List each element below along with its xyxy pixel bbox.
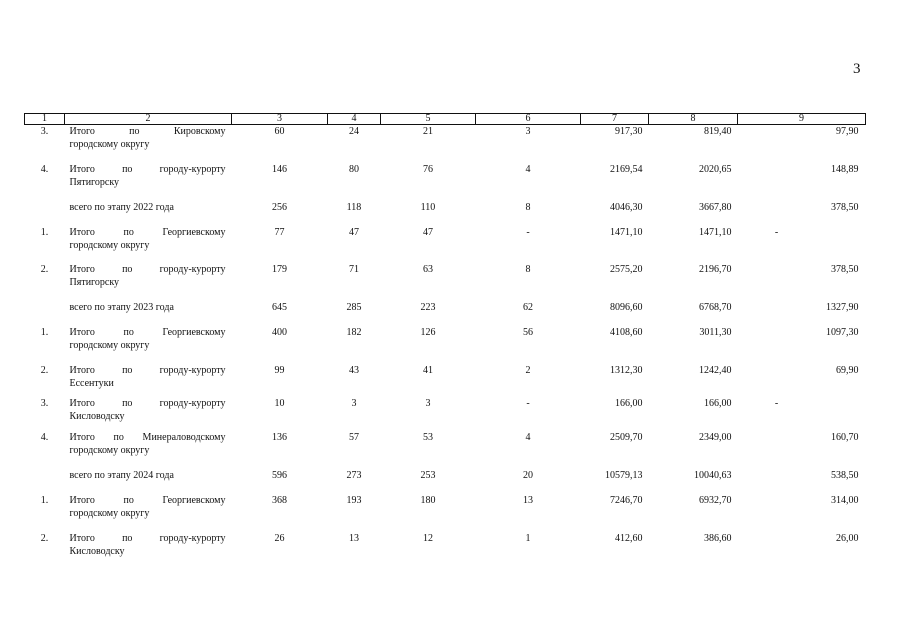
row-name <box>65 326 232 364</box>
row-name-word: по <box>129 126 140 137</box>
cell-col3: 10 <box>274 397 285 409</box>
column-header: 3 <box>232 114 328 125</box>
cell-col6: 56 <box>523 326 533 338</box>
table-row <box>25 263 866 301</box>
cell-col3: 60 <box>274 126 285 137</box>
cell-col8: 3011,30 <box>699 326 732 338</box>
cell-col4: 71 <box>349 263 359 275</box>
row-name-line1 <box>70 431 226 444</box>
row-name-line1 <box>70 364 226 377</box>
row-name-line2: городскому округу <box>69 444 150 456</box>
table-row <box>25 226 866 263</box>
row-name-word: городу-курорту <box>159 163 226 175</box>
column-header: 1 <box>25 114 65 125</box>
column-header: 9 <box>738 114 866 125</box>
row-name-word: по <box>123 494 134 506</box>
cell-col5: 53 <box>423 431 433 443</box>
cell-col8: 3667,80 <box>699 201 732 213</box>
stage-total-row <box>25 201 866 226</box>
cell-col7: 4046,30 <box>610 201 643 213</box>
column-header: 7 <box>581 114 649 125</box>
row-name-line2: городскому округу <box>69 507 150 519</box>
cell-col6: 4 <box>525 163 531 175</box>
cell-col4: 24 <box>349 126 359 137</box>
cell-col9: 69,90 <box>836 364 859 376</box>
cell-col8: 2196,70 <box>699 263 732 275</box>
row-name-line1 <box>70 326 226 339</box>
cell-col3: 146 <box>272 163 287 175</box>
cell-col8: 166,00 <box>704 397 732 409</box>
cell-col4: 193 <box>346 494 362 506</box>
row-index: 1. <box>40 494 49 506</box>
cell-col8: 1471,10 <box>699 226 732 238</box>
row-name <box>65 163 232 201</box>
cell-col6: 20 <box>523 469 533 481</box>
cell-col4: 57 <box>349 431 359 443</box>
cell-col5: 110 <box>420 201 436 213</box>
cell-col6: 13 <box>523 494 533 506</box>
row-name-line2: городскому округу <box>69 139 150 150</box>
row-name: всего по этапу 2023 года <box>69 301 174 313</box>
row-name: всего по этапу 2024 года <box>69 469 174 481</box>
table-row <box>25 397 866 431</box>
cell-col6: 8 <box>525 263 531 275</box>
cell-col7: 166,00 <box>615 397 643 409</box>
row-name <box>65 494 232 532</box>
row-name <box>65 364 232 397</box>
cell-col6: 3 <box>525 126 531 137</box>
cell-col8: 386,60 <box>704 532 732 544</box>
cell-col7: 2509,70 <box>610 431 643 443</box>
cell-col4: 273 <box>346 469 362 481</box>
row-name-word: городу-курорту <box>159 397 226 409</box>
row-name-word: по <box>123 226 134 238</box>
row-name-word: Итого <box>69 397 95 409</box>
row-name <box>65 431 232 469</box>
page-number: 3 <box>853 61 861 77</box>
row-name-word: городу-курорту <box>159 364 226 376</box>
cell-col7: 1312,30 <box>610 364 643 376</box>
row-name <box>65 263 232 301</box>
column-header: 6 <box>476 114 581 125</box>
row-name-word: Итого <box>69 364 95 376</box>
cell-col5: 41 <box>423 364 433 376</box>
cell-col6: 8 <box>525 201 531 213</box>
data-table <box>24 113 866 568</box>
row-index <box>25 469 65 494</box>
row-name-word: по <box>113 431 124 443</box>
cell-col6: 62 <box>523 301 533 313</box>
cell-col4: 3 <box>351 397 357 409</box>
row-name-line1 <box>70 494 226 507</box>
cell-col4: 80 <box>349 163 359 175</box>
cell-col8: 819,40 <box>704 126 732 137</box>
table-row <box>25 532 866 568</box>
row-name-word: по <box>123 326 134 338</box>
cell-col7: 7246,70 <box>610 494 643 506</box>
cell-col7: 10579,13 <box>605 469 643 481</box>
row-name-word: Кировскому <box>173 126 226 137</box>
row-index: 1. <box>40 226 49 238</box>
cell-col5: 21 <box>423 126 433 137</box>
cell-col5: 223 <box>420 301 436 313</box>
table-row <box>25 431 866 469</box>
cell-col3: 179 <box>272 263 287 275</box>
row-name-word: по <box>122 163 133 175</box>
table-header-row <box>25 114 866 125</box>
row-name-line2: Ессентуки <box>69 377 114 389</box>
cell-col4: 285 <box>346 301 362 313</box>
cell-col3: 368 <box>272 494 287 506</box>
row-name-line1 <box>70 163 226 176</box>
cell-col9: - <box>774 226 779 238</box>
cell-col9: 314,00 <box>831 494 859 506</box>
cell-col7: 1471,10 <box>610 226 643 238</box>
row-name-word: Итого <box>69 494 95 506</box>
cell-col5: 3 <box>425 397 431 409</box>
cell-col8: 6932,70 <box>699 494 732 506</box>
row-index: 1. <box>40 326 49 338</box>
cell-col3: 645 <box>272 301 287 313</box>
row-name-line1 <box>70 263 226 276</box>
row-name-word: Итого <box>69 263 95 275</box>
row-index: 2. <box>40 364 49 376</box>
cell-col9: 378,50 <box>831 201 859 213</box>
row-name-word: Георгиевскому <box>162 326 226 338</box>
cell-col3: 77 <box>274 226 285 238</box>
row-name-line1 <box>70 397 226 410</box>
row-name-word: Георгиевскому <box>162 494 226 506</box>
cell-col5: 126 <box>420 326 436 338</box>
column-header: 2 <box>65 114 232 125</box>
row-name-line2: Кисловодску <box>69 545 125 557</box>
row-index <box>25 201 65 226</box>
row-index: 4. <box>40 431 49 443</box>
cell-col3: 26 <box>274 532 285 544</box>
cell-col8: 10040,63 <box>694 469 732 481</box>
cell-col7: 8096,60 <box>610 301 643 313</box>
cell-col4: 182 <box>346 326 362 338</box>
row-name-line2: Пятигорску <box>69 176 120 188</box>
cell-col9: 378,50 <box>831 263 859 275</box>
cell-col4: 13 <box>349 532 359 544</box>
table-body <box>25 125 866 568</box>
row-name-line1 <box>70 226 226 239</box>
cell-col3: 596 <box>272 469 287 481</box>
cell-col4: 43 <box>349 364 359 376</box>
row-name-word: Минераловодскому <box>142 431 226 443</box>
cell-col7: 917,30 <box>615 126 643 137</box>
row-name-word: по <box>122 397 133 409</box>
row-name-word: городу-курорту <box>159 263 226 275</box>
cell-col5: 12 <box>423 532 433 544</box>
cell-col4: 47 <box>349 226 359 238</box>
cell-col5: 76 <box>423 163 433 175</box>
row-name-line2: городскому округу <box>69 239 150 251</box>
cell-col9: 160,70 <box>831 431 859 443</box>
table-row <box>25 125 866 163</box>
cell-col9: - <box>774 397 779 409</box>
row-name <box>65 532 232 568</box>
row-name <box>65 226 232 263</box>
table-row <box>25 364 866 397</box>
row-index: 2. <box>40 532 49 544</box>
cell-col6: 4 <box>525 431 531 443</box>
row-name-word: по <box>122 532 133 544</box>
cell-col7: 412,60 <box>615 532 643 544</box>
row-name: всего по этапу 2022 года <box>69 201 174 213</box>
cell-col8: 1242,40 <box>699 364 732 376</box>
cell-col3: 99 <box>274 364 285 376</box>
row-name-word: Итого <box>69 163 95 175</box>
cell-col3: 136 <box>272 431 287 443</box>
cell-col9: 148,89 <box>831 163 859 175</box>
cell-col3: 400 <box>272 326 287 338</box>
table-row <box>25 494 866 532</box>
row-name-word: Георгиевскому <box>162 226 226 238</box>
row-name-line1 <box>70 532 226 545</box>
stage-total-row <box>25 469 866 494</box>
row-index: 2. <box>40 263 49 275</box>
cell-col5: 47 <box>423 226 433 238</box>
cell-col7: 2575,20 <box>610 263 643 275</box>
cell-col6: 1 <box>525 532 531 544</box>
cell-col7: 2169,54 <box>610 163 643 175</box>
cell-col9: 1097,30 <box>826 326 859 338</box>
cell-col9: 538,50 <box>831 469 859 481</box>
table-row <box>25 326 866 364</box>
row-index: 4. <box>40 163 49 175</box>
column-header: 4 <box>328 114 381 125</box>
column-header: 5 <box>381 114 476 125</box>
row-name <box>65 125 232 163</box>
row-name-word: Итого <box>69 326 95 338</box>
row-index: 3. <box>40 126 49 137</box>
row-name-word: Итого <box>69 532 95 544</box>
row-name-line2: Пятигорску <box>69 276 120 288</box>
cell-col9: 1327,90 <box>826 301 859 313</box>
column-header: 8 <box>649 114 738 125</box>
row-name-word: Итого <box>69 226 95 238</box>
row-name-word: Итого <box>69 431 95 443</box>
cell-col6: - <box>526 226 530 238</box>
cell-col6: - <box>526 397 530 409</box>
row-name-word: по <box>122 364 133 376</box>
cell-col9: 26,00 <box>836 532 859 544</box>
cell-col8: 2020,65 <box>699 163 732 175</box>
row-name-line2: Кисловодску <box>69 410 125 422</box>
row-name-line2: городскому округу <box>69 339 150 351</box>
cell-col5: 180 <box>420 494 436 506</box>
cell-col4: 118 <box>346 201 362 213</box>
row-name-line1 <box>70 125 226 138</box>
cell-col3: 256 <box>272 201 287 213</box>
row-index: 3. <box>40 397 49 409</box>
row-name-word: по <box>122 263 133 275</box>
cell-col8: 2349,00 <box>699 431 732 443</box>
row-name <box>65 397 232 431</box>
cell-col7: 4108,60 <box>610 326 643 338</box>
row-index <box>25 301 65 326</box>
row-name-word: городу-курорту <box>159 532 226 544</box>
cell-col8: 6768,70 <box>699 301 732 313</box>
cell-col6: 2 <box>525 364 531 376</box>
cell-col5: 63 <box>423 263 433 275</box>
cell-col5: 253 <box>420 469 436 481</box>
row-name-word: Итого <box>69 126 95 137</box>
cell-col9: 97,90 <box>836 126 859 137</box>
stage-total-row <box>25 301 866 326</box>
table-row <box>25 163 866 201</box>
